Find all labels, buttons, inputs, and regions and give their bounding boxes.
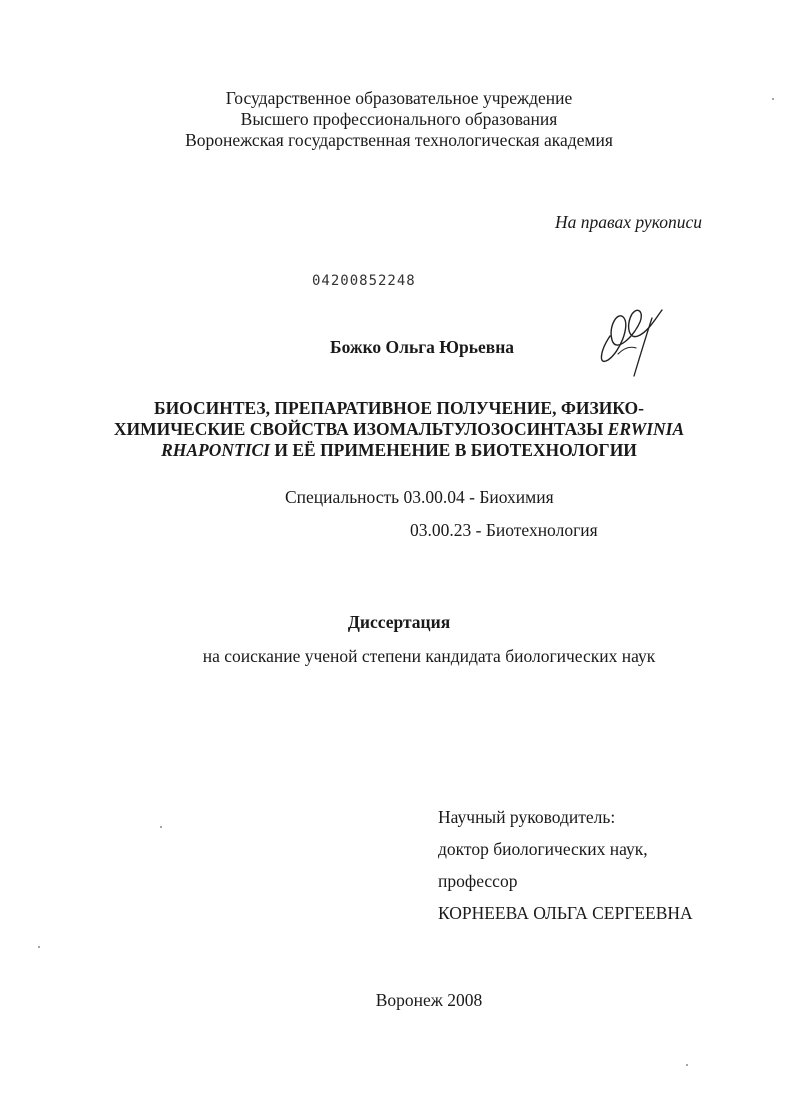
scan-speck bbox=[160, 826, 162, 828]
specialty-line-2: 03.00.23 - Биотехнология bbox=[410, 520, 598, 540]
title-line-2 bbox=[0, 419, 798, 440]
manuscript-note: На правах рукописи bbox=[555, 212, 702, 232]
scan-speck bbox=[686, 1064, 688, 1066]
title-line-3-italic: RHAPONTICI bbox=[161, 440, 270, 460]
title-line-2-plain: ХИМИЧЕСКИЕ СВОЙСТВА ИЗОМАЛЬТУЛОЗОСИНТАЗЫ bbox=[113, 419, 608, 439]
dissertation-title bbox=[0, 398, 798, 461]
dissertation-degree: на соискание ученой степени кандидата биологических наук bbox=[202, 646, 656, 666]
title-line-1: БИОСИНТЕЗ, ПРЕПАРАТИВНОЕ ПОЛУЧЕНИЕ, ФИЗИКО- bbox=[154, 398, 644, 418]
institution-line-3: Воронежская государственная технологическая академия bbox=[185, 130, 613, 150]
supervisor-rank: профессор bbox=[438, 871, 518, 891]
city-year: Воронеж 2008 bbox=[375, 990, 483, 1010]
author-name: Божко Ольга Юрьевна bbox=[330, 337, 515, 357]
supervisor-name: КОРНЕЕВА ОЛЬГА СЕРГЕЕВНА bbox=[438, 903, 693, 923]
institution-block bbox=[0, 88, 798, 151]
title-line-3 bbox=[0, 440, 798, 461]
scan-speck bbox=[38, 946, 40, 948]
specialty-line-1: Специальность 03.00.04 - Биохимия bbox=[285, 487, 554, 507]
title-line-2-italic: ERWINIA bbox=[607, 419, 685, 439]
supervisor-degree: доктор биологических наук, bbox=[438, 839, 648, 859]
institution-line-1: Государственное образовательное учреждение bbox=[225, 88, 573, 108]
inventory-number: 04200852248 bbox=[312, 273, 416, 289]
scan-speck bbox=[772, 98, 774, 100]
supervisor-block bbox=[438, 801, 693, 929]
signature-icon bbox=[590, 296, 676, 388]
supervisor-label: Научный руководитель: bbox=[438, 807, 616, 827]
institution-line-2: Высшего профессионального образования bbox=[240, 109, 558, 129]
dissertation-type: Диссертация bbox=[347, 612, 451, 632]
title-line-3-plain: И ЕЁ ПРИМЕНЕНИЕ В БИОТЕХНОЛОГИИ bbox=[269, 440, 637, 460]
